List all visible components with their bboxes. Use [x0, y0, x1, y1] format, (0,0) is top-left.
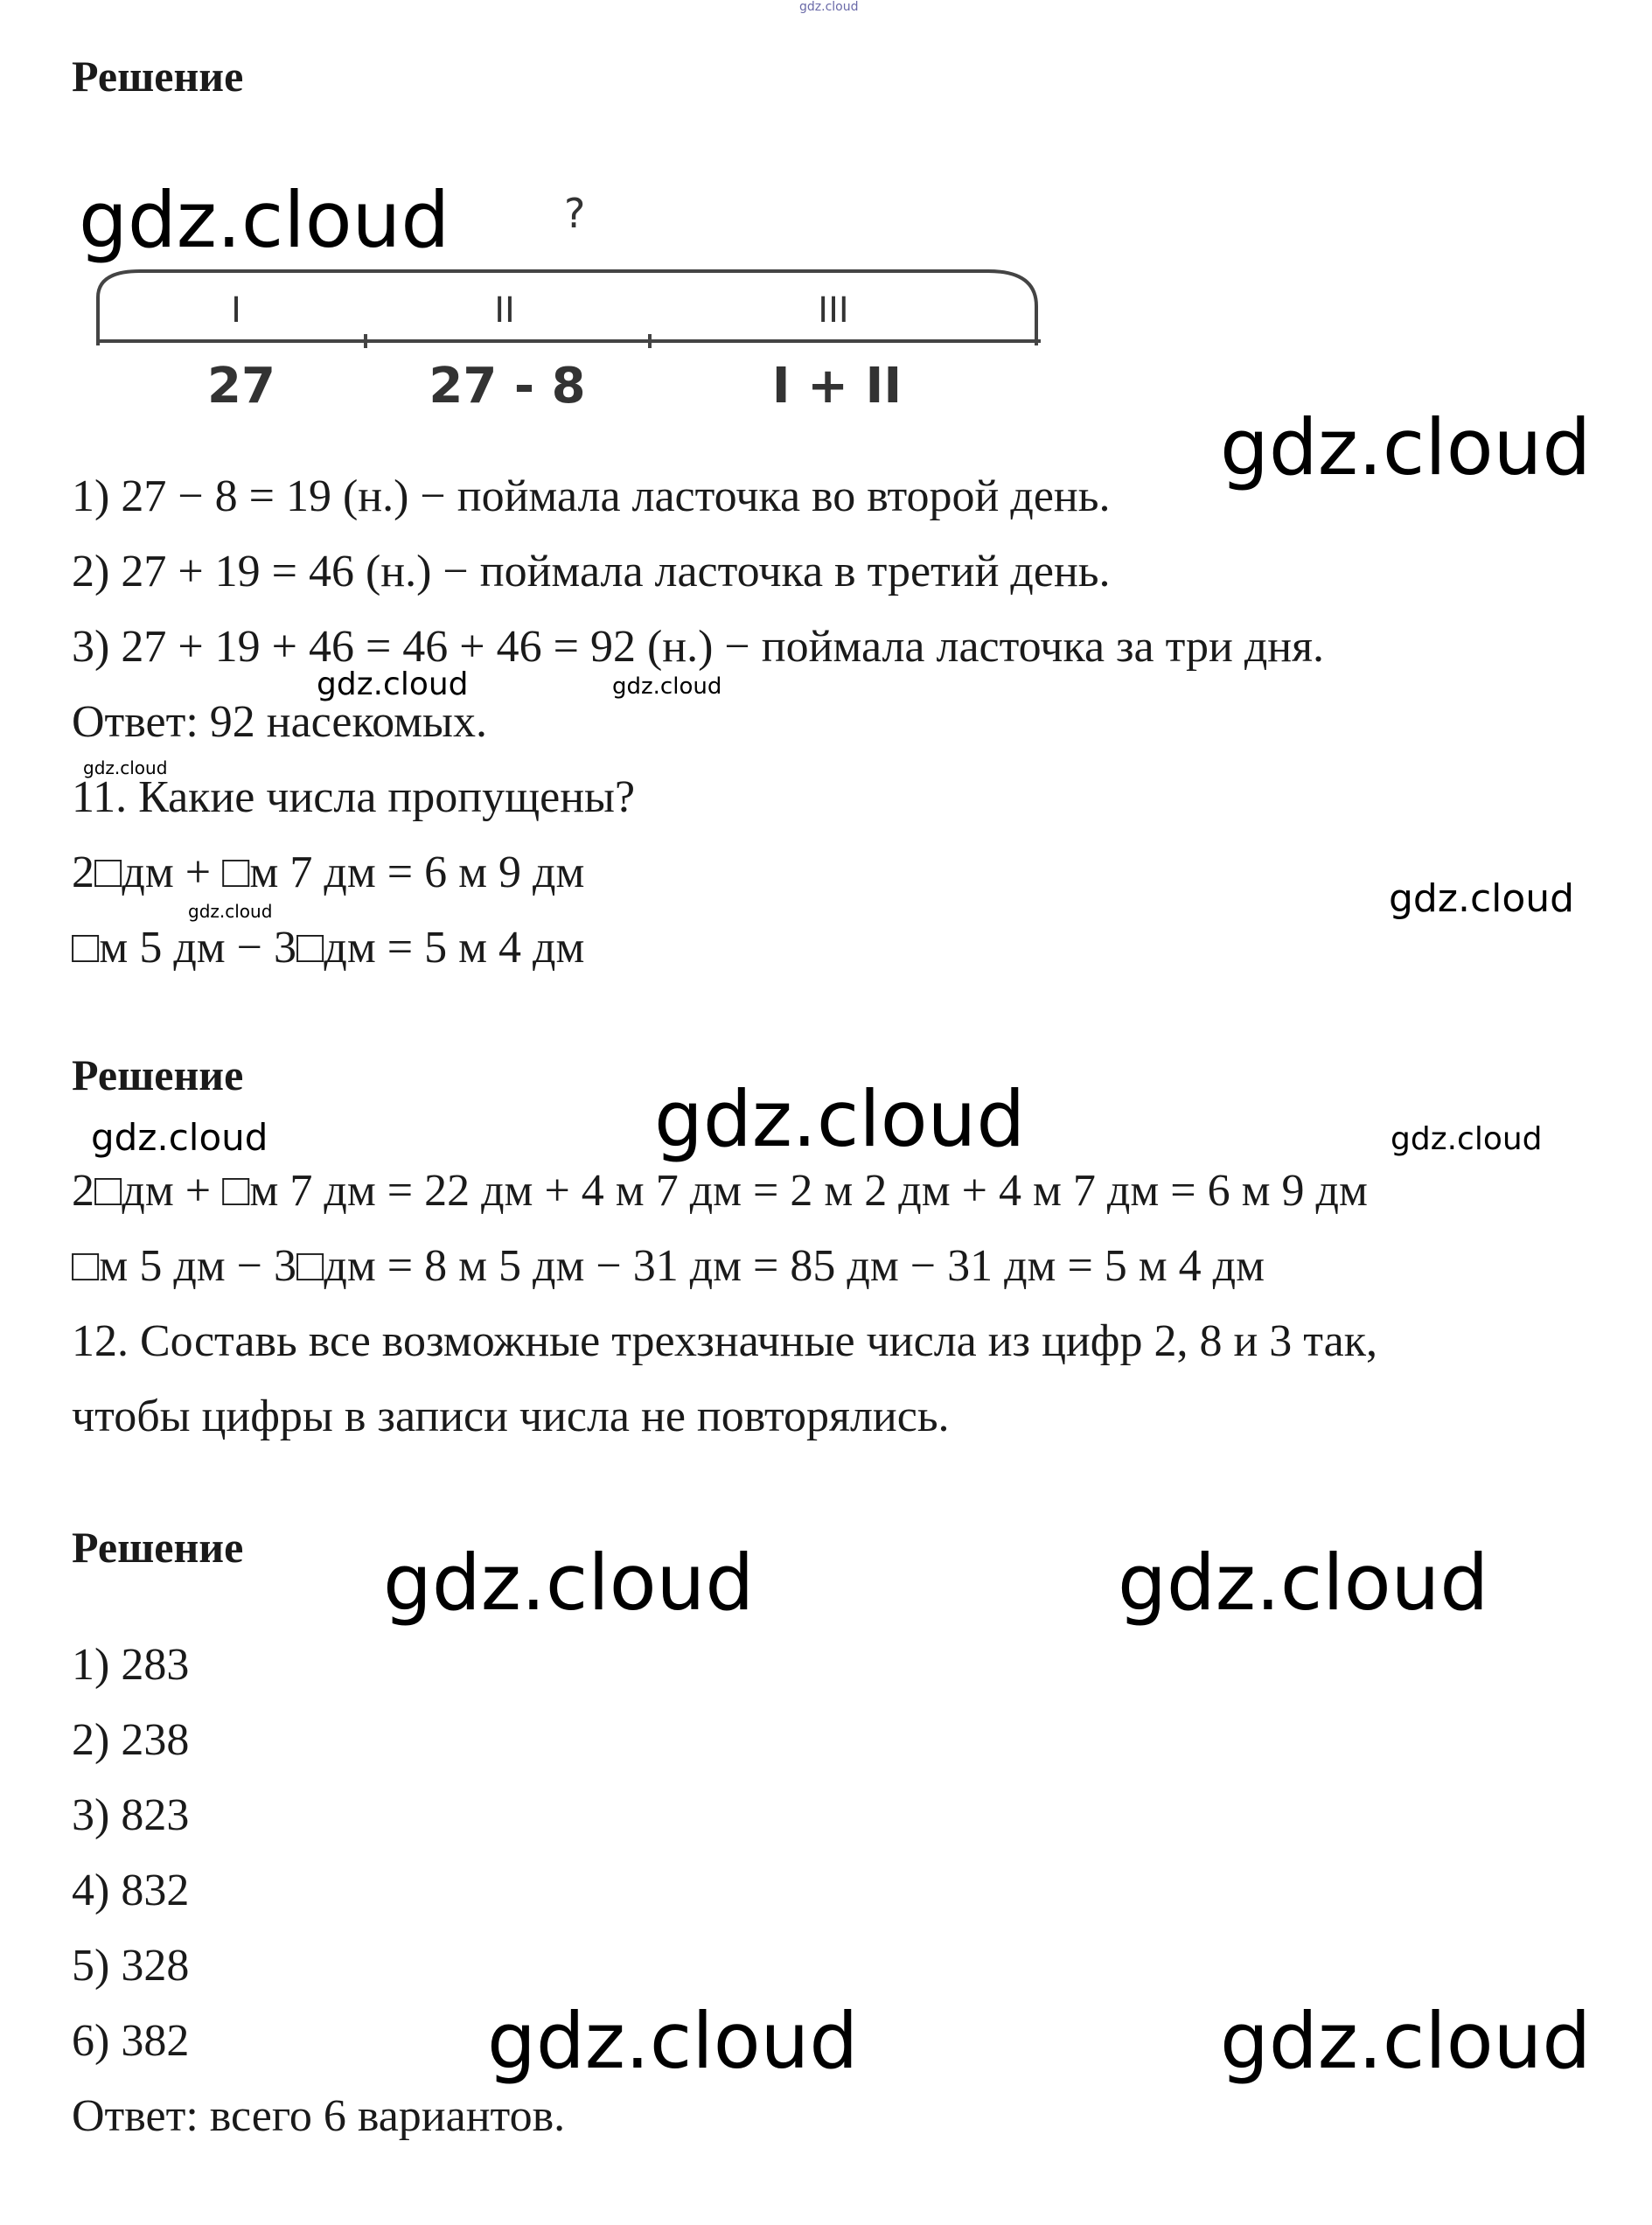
- scheme-mark-i: I: [231, 290, 241, 331]
- watermark: gdz.cloud: [799, 0, 859, 14]
- answer-text: Ответ: 92 насекомых.: [72, 697, 487, 747]
- watermark: gdz.cloud: [487, 1996, 859, 2086]
- number-item-4: 4) 832: [72, 1866, 190, 1915]
- solution-heading: Решение: [72, 1050, 244, 1099]
- watermark: gdz.cloud: [383, 1538, 755, 1628]
- task-12-question-line-2: чтобы цифры в записи числа не повторялись.: [72, 1391, 950, 1441]
- task-12-question-line-1: 12. Составь все возможные трехзначные числа из цифр 2, 8 и 3 так,: [72, 1316, 1377, 1366]
- solution-step-2: 2) 27 + 19 = 46 (н.) − поймала ласточка в третий день.: [72, 547, 1111, 596]
- scheme-label-3: I + II: [771, 358, 903, 415]
- watermark: gdz.cloud: [317, 666, 469, 702]
- scheme-mark-ii: II: [494, 290, 515, 331]
- watermark: gdz.cloud: [83, 757, 168, 778]
- task-11-line-2: □м 5 дм − 3□дм = 5 м 4 дм: [72, 923, 585, 973]
- number-item-6: 6) 382: [72, 2016, 190, 2066]
- answer-text: Ответ: всего 6 вариантов.: [72, 2091, 566, 2141]
- watermark: gdz.cloud: [1220, 402, 1592, 492]
- watermark: gdz.cloud: [654, 1074, 1026, 1164]
- task-11-solution-1: 2□дм + □м 7 дм = 22 дм + 4 м 7 дм = 2 м 2 дм + 4 м 7 дм = 6 м 9 дм: [72, 1166, 1368, 1216]
- scheme-label-1: 27: [207, 358, 275, 415]
- task-11-question: 11. Какие числа пропущены?: [72, 772, 636, 822]
- solution-heading: Решение: [72, 52, 244, 101]
- watermark: gdz.cloud: [91, 1116, 268, 1159]
- solution-heading: Решение: [72, 1523, 244, 1572]
- task-11-solution-2: □м 5 дм − 3□дм = 8 м 5 дм − 31 дм = 85 дм − 31 дм = 5 м 4 дм: [72, 1241, 1265, 1291]
- watermark: gdz.cloud: [1220, 1996, 1592, 2086]
- watermark: gdz.cloud: [79, 175, 450, 265]
- watermark: gdz.cloud: [612, 673, 722, 700]
- scheme-label-2: 27 - 8: [429, 358, 586, 415]
- watermark: gdz.cloud: [188, 901, 273, 922]
- task-11-line-1: 2□дм + □м 7 дм = 6 м 9 дм: [72, 847, 585, 897]
- number-item-5: 5) 328: [72, 1941, 190, 1991]
- segment-scheme: [87, 184, 1049, 437]
- number-item-3: 3) 823: [72, 1790, 190, 1840]
- solution-step-1: 1) 27 − 8 = 19 (н.) − поймала ласточка во второй день.: [72, 471, 1111, 521]
- number-item-1: 1) 283: [72, 1640, 190, 1690]
- watermark: gdz.cloud: [1391, 1121, 1543, 1157]
- scheme-mark-iii: III: [818, 290, 849, 331]
- watermark: gdz.cloud: [1118, 1538, 1489, 1628]
- watermark: gdz.cloud: [1389, 876, 1575, 921]
- solution-step-3: 3) 27 + 19 + 46 = 46 + 46 = 92 (н.) − поймала ласточка за три дня.: [72, 622, 1325, 672]
- scheme-question: ?: [564, 190, 586, 237]
- number-item-2: 2) 238: [72, 1715, 190, 1765]
